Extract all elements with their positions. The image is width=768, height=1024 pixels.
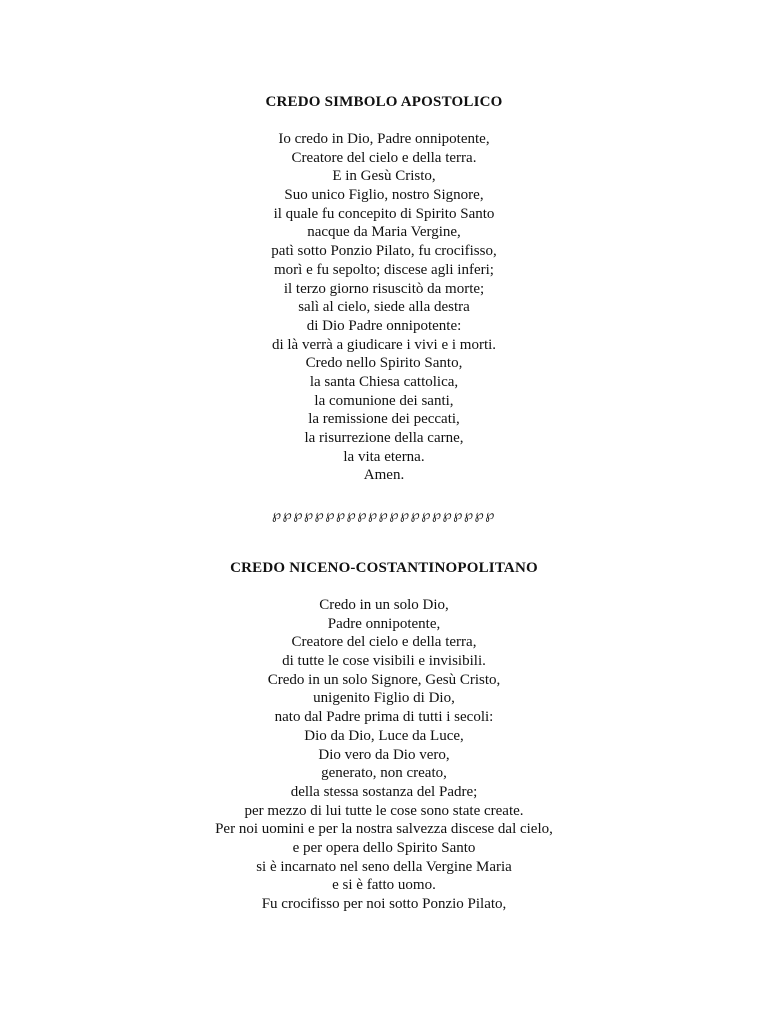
- verse-line: di tutte le cose visibili e invisibili.: [282, 653, 486, 670]
- verse-line: e si è fatto uomo.: [332, 877, 436, 894]
- verse-line: nato dal Padre prima di tutti i secoli:: [274, 709, 494, 726]
- verse-line: Credo in un solo Dio,: [319, 597, 449, 613]
- ornament-divider: ℘℘℘℘℘℘℘℘℘℘℘℘℘℘℘℘℘℘℘℘℘: [272, 507, 496, 522]
- nicene-creed-section: [0, 558, 768, 914]
- verse-line: Dio vero da Dio vero,: [318, 746, 450, 763]
- verse-line: per mezzo di lui tutte le cose sono state create.: [244, 802, 524, 819]
- verse-line: Amen.: [363, 467, 405, 484]
- verse-line: morì e fu sepolto; discese agli inferi;: [274, 261, 494, 278]
- verse-line: Creatore del cielo e della terra.: [291, 149, 477, 166]
- verse-line: la comunione dei santi,: [314, 392, 454, 409]
- verse-line: generato, non creato,: [321, 765, 447, 782]
- verse-line: si è incarnato nel seno della Vergine Maria: [256, 858, 512, 875]
- verse-line: salì al cielo, siede alla destra: [298, 299, 470, 316]
- verse-line: la risurrezione della carne,: [304, 430, 464, 446]
- section-title: CREDO NICENO-COSTANTINOPOLITANO: [230, 560, 538, 576]
- verse-line: la santa Chiesa cattolica,: [309, 373, 459, 390]
- verse-line: il terzo giorno risuscitò da morte;: [283, 280, 485, 297]
- verse-line: Fu crocifisso per noi sotto Ponzio Pilato,: [261, 896, 507, 912]
- verse-line: il quale fu concepito di Spirito Santo: [273, 205, 495, 222]
- verse-line: e per opera dello Spirito Santo: [292, 839, 476, 856]
- verse-line: di Dio Padre onnipotente:: [306, 317, 462, 334]
- verse-line: Dio da Dio, Luce da Luce,: [304, 727, 464, 744]
- apostles-creed-section: [0, 92, 768, 485]
- verse-line: Suo unico Figlio, nostro Signore,: [284, 187, 484, 204]
- verse-line: la vita eterna.: [343, 448, 425, 465]
- verse-line: Credo nello Spirito Santo,: [305, 355, 463, 372]
- verse-line: la remissione dei peccati,: [308, 411, 460, 428]
- verse-line: patì sotto Ponzio Pilato, fu crocifisso,: [271, 243, 497, 260]
- section-title: CREDO SIMBOLO APOSTOLICO: [265, 94, 503, 110]
- verse-line: Creatore del cielo e della terra,: [291, 634, 477, 651]
- verse-line: Padre onnipotente,: [327, 615, 441, 632]
- verse-list: [0, 596, 768, 914]
- verse-line: Io credo in Dio, Padre onnipotente,: [278, 131, 490, 147]
- verse-line: della stessa sostanza del Padre;: [290, 783, 478, 800]
- verse-line: di là verrà a giudicare i vivi e i morti.: [271, 336, 497, 353]
- verse-line: unigenito Figlio di Dio,: [313, 690, 455, 707]
- verse-line: nacque da Maria Vergine,: [307, 224, 461, 241]
- verse-line: Per noi uomini e per la nostra salvezza discese dal cielo,: [215, 821, 553, 838]
- verse-list: [0, 130, 768, 485]
- verse-line: E in Gesù Cristo,: [332, 168, 436, 185]
- verse-line: Credo in un solo Signore, Gesù Cristo,: [267, 671, 501, 688]
